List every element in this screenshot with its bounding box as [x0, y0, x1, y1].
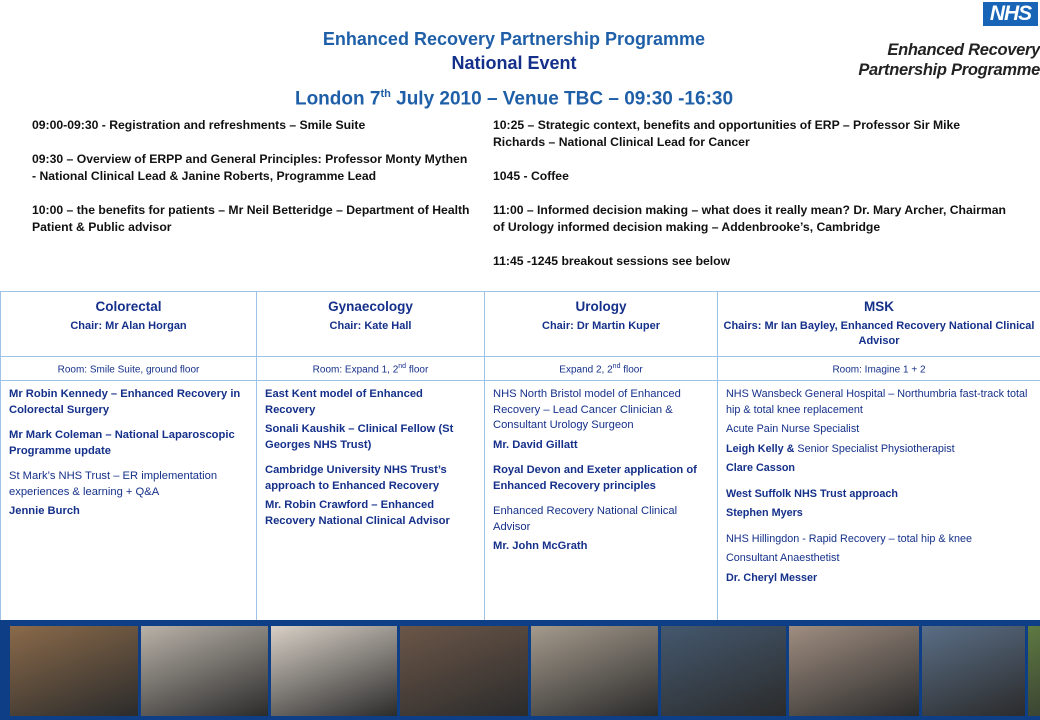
schedule-right: [493, 117, 1013, 287]
logo-line-1: Enhanced Recovery: [887, 41, 1040, 59]
photo-patient-consultation: [10, 626, 138, 716]
event-subtitle: National Event: [451, 53, 577, 73]
session-room: [718, 357, 1040, 381]
session-item: Mr Robin Kennedy – Enhanced Recovery in Colorectal Surgery: [9, 388, 241, 416]
session-name: Colorectal: [95, 299, 162, 314]
session-item: Mr. John McGrath: [493, 540, 588, 553]
session-item: Acute Pain Nurse Specialist: [726, 423, 860, 436]
event-venue-line: [0, 88, 1028, 110]
photo-xray-review: [661, 626, 786, 716]
session-name: Urology: [575, 299, 627, 314]
session-header-msk: [718, 292, 1040, 357]
session-item: Sonali Kaushik – Clinical Fellow (St Georges NHS Trust): [265, 423, 454, 451]
schedule-left: [32, 117, 472, 253]
nhs-logo-badge: NHS: [983, 2, 1038, 26]
schedule-item: 11:00 – Informed decision making – what does it really mean? Dr. Mary Archer, Chairman of Urology informed decision making – Addenbrooke’s, Cambridge: [493, 203, 1006, 234]
photo-hospital-ward: [531, 626, 658, 716]
session-item: Enhanced Recovery National Clinical Advisor: [493, 505, 678, 533]
room-text-end: floor: [406, 364, 429, 376]
session-item: Consultant Anaesthetist: [726, 552, 840, 565]
room-text: Room: Imagine 1 + 2: [832, 364, 926, 376]
room-text-end: floor: [620, 364, 643, 376]
schedule-item: 10:00 – the benefits for patients – Mr Neil Betteridge – Department of Health Patient & Public advisor: [32, 203, 470, 234]
breakout-sessions-table: [0, 291, 1040, 625]
session-item: [726, 442, 1032, 458]
session-content-gynaecology: [257, 381, 485, 625]
event-title: Enhanced Recovery Partnership Programme: [322, 29, 706, 49]
session-item: Mr. David Gillatt: [493, 438, 578, 451]
programme-logo-text: [844, 40, 1040, 80]
session-chair: Chairs: Mr Ian Bayley, Enhanced Recovery National Clinical Advisor: [723, 320, 1035, 347]
session-name: Gynaecology: [328, 299, 413, 314]
logo-line-2: Partnership Programme: [858, 61, 1040, 79]
session-room: [485, 357, 718, 381]
schedule-item: 1045 - Coffee: [493, 169, 569, 183]
session-room-row: [1, 357, 1040, 381]
schedule-item: 09:00-09:30 - Registration and refreshments – Smile Suite: [32, 118, 366, 132]
session-header-row: [1, 292, 1040, 357]
photo-bowling-pins: [271, 626, 397, 716]
session-item: Clare Casson: [726, 462, 796, 475]
room-text: Expand 2, 2: [559, 364, 613, 376]
session-item: Dr. Cheryl Messer: [726, 571, 818, 584]
photo-reception-desk: [400, 626, 528, 716]
session-content-msk: [718, 381, 1040, 625]
session-item: Stephen Myers: [726, 507, 803, 520]
session-header-urology: [485, 292, 718, 357]
session-item: Mr Mark Coleman – National Laparoscopic Programme update: [9, 429, 235, 457]
session-room: [1, 357, 257, 381]
schedule-item: 10:25 – Strategic context, benefits and opportunities of ERP – Professor Sir Mike Richards – National Clinical Lead for Cancer: [493, 118, 961, 149]
photo-elderly-patient: [789, 626, 919, 716]
session-chair: Chair: Kate Hall: [329, 320, 412, 332]
session-name: MSK: [864, 299, 894, 314]
session-item: NHS Hillingdon - Rapid Recovery – total hip & knee: [726, 532, 973, 545]
room-text: Room: Expand 1, 2: [312, 364, 399, 376]
schedule-item: 09:30 – Overview of ERPP and General Principles: Professor Monty Mythen - National Clinical Lead & Janine Roberts, Programme Lead: [32, 152, 468, 183]
session-content-urology: [485, 381, 718, 625]
photo-presentation: [922, 626, 1025, 716]
session-room: [257, 357, 485, 381]
session-item: Royal Devon and Exeter application of Enhanced Recovery principles: [493, 464, 697, 492]
room-sup: nd: [398, 363, 407, 370]
session-chair: Chair: Dr Martin Kuper: [542, 320, 660, 332]
session-item: East Kent model of Enhanced Recovery: [265, 388, 423, 416]
session-content-row: [1, 381, 1040, 625]
session-item: NHS North Bristol model of Enhanced Recovery – Lead Cancer Clinician & Consultant Urology Surgeon: [493, 388, 681, 432]
session-item: NHS Wansbeck General Hospital – Northumbria fast-track total hip & total knee replacement: [726, 388, 1028, 416]
session-item: Jennie Burch: [9, 505, 80, 518]
session-item: West Suffolk NHS Trust approach: [726, 487, 898, 500]
session-content-colorectal: [1, 381, 257, 625]
room-sup: nd: [612, 363, 621, 370]
session-header-colorectal: [1, 292, 257, 357]
photo-group-outdoors: [1028, 626, 1040, 716]
session-header-gynaecology: [257, 292, 485, 357]
session-item: Cambridge University NHS Trust’s approach to Enhanced Recovery: [265, 464, 447, 492]
session-chair: Chair: Mr Alan Horgan: [70, 320, 187, 332]
session-item: St Mark’s NHS Trust – ER implementation experiences & learning + Q&A: [9, 470, 218, 498]
venue-prefix: London 7: [294, 88, 381, 110]
room-text: Room: Smile Suite, ground floor: [57, 364, 200, 376]
photo-strip: [0, 620, 1040, 720]
session-item: Mr. Robin Crawford – Enhanced Recovery National Clinical Advisor: [265, 499, 450, 527]
speaker-role: Senior Specialist Physiotherapist: [794, 442, 955, 455]
photo-exercise-group: [141, 626, 268, 716]
venue-suffix: July 2010 – Venue TBC – 09:30 -16:30: [390, 88, 734, 110]
speaker-name: Leigh Kelly &: [726, 442, 795, 455]
schedule-item: 11:45 -1245 breakout sessions see below: [493, 254, 731, 268]
venue-superscript: th: [380, 88, 391, 100]
